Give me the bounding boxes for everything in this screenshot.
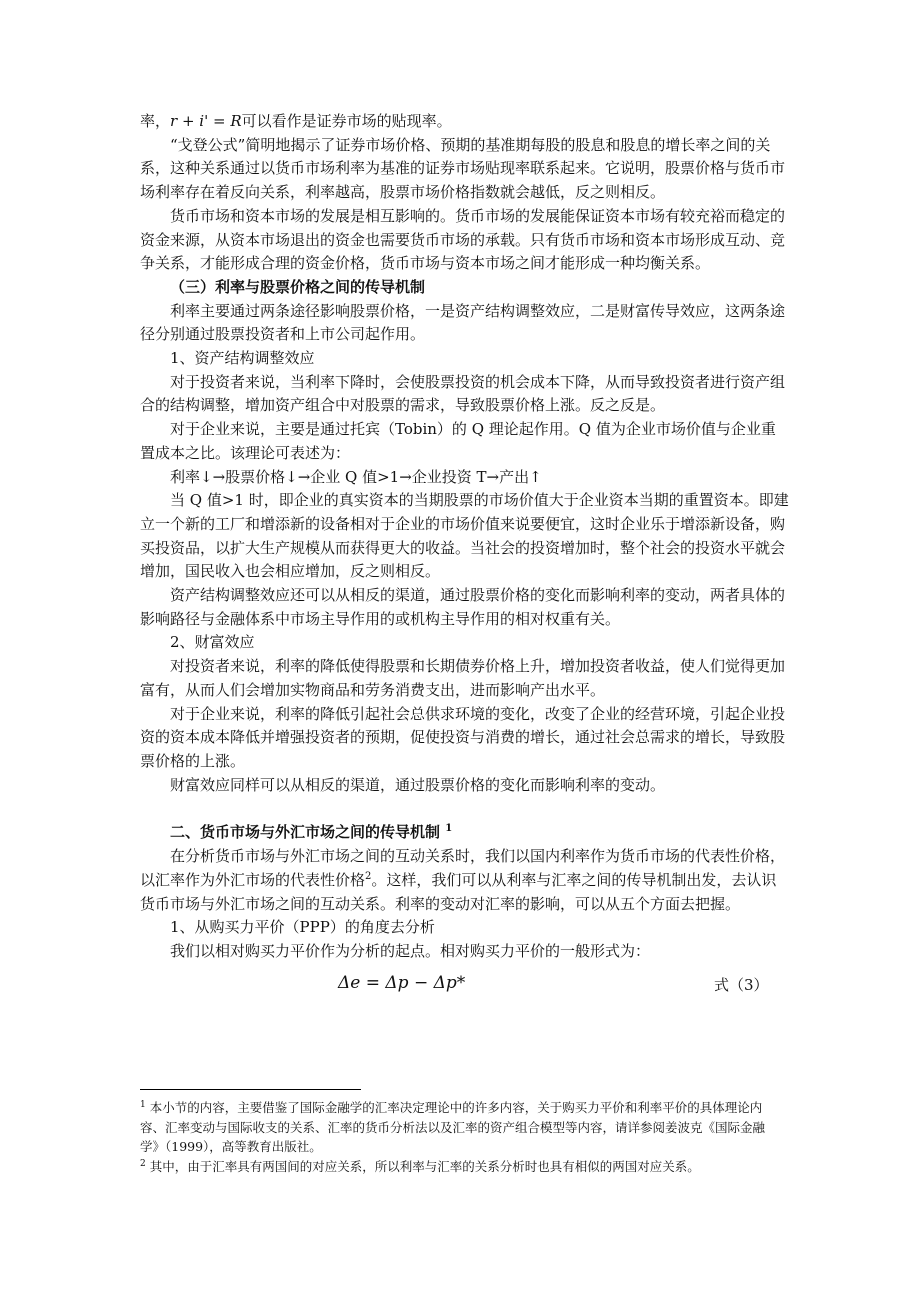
body-text [140,110,790,1000]
paragraph-q-value: 当 Q 值>1 时，即企业的真实资本的当期股票的市场价值大于企业资本当期的重置资本。即建立一个新的工厂和增添新的设备相对于企业的市场价值来说要便宜，这时企业乐于增添新设备，购买投资品，以扩大生产规模从而获得更大的收益。当社会的投资增加时，整个社会的投资水平就会增加，国民收入也会相应增加，反之则相反。 [140,491,789,581]
formula-label: 式（3） [714,975,769,994]
paragraph-wealth-investors: 对投资者来说，利率的降低使得股票和长期债券价格上升，增加投资者收益，使人们觉得更加富有，从而人们会增加实物商品和劳务消费支出，进而影响产出水平。 [140,657,786,699]
formula-row [140,970,790,1000]
footnotes [140,1098,780,1176]
intro-line [140,110,790,134]
paragraph-channels: 利率主要通过两条途径影响股票价格，一是资产结构调整效应，二是财富传导效应，这两条途径分别通过股票投资者和上市公司起作用。 [140,301,786,344]
paragraph-fx-analysis-b: 。这样，我们可以从利率与汇率之间的传导机制出发，去认识货币市场与外汇市场之间的互动关系。利率的变动对汇率的影响，可以从五个方面去把握。 [140,870,777,913]
footnote-text-2: 其中，由于汇率具有两国间的对应关系，所以利率与汇率的关系分析时也具有相似的两国对应关系。 [149,1158,700,1174]
paragraph-investors: 对于投资者来说，当利率下降时，会使股票投资的机会成本下降，从而导致投资者进行资产组合的结构调整，增加资产组合中对股票的需求，导致股票价格上涨。反之反是。 [140,372,786,415]
footnote-1 [140,1098,780,1157]
subheading-asset-structure: 1、资产结构调整效应 [170,349,315,368]
footnote-mark-2: 2 [140,1158,146,1169]
footnote-mark-1: 1 [140,1099,146,1110]
paragraph-markets: 货币市场和资本市场的发展是相互影响的。货币市场的发展能保证资本市场有较充裕而稳定的资金来源，从资本市场退出的资金也需要货币市场的承载。只有货币市场和资本市场形成互动、竞争关系，才能形成合理的资金价格，货币市场与资本市场之间才能形成一种均衡关系。 [140,206,786,273]
paragraph-fx-analysis [140,845,790,916]
section-gap [140,797,790,821]
subheading-wealth-effect: 2、财富效应 [170,633,255,652]
intro-suffix: 可以看作是证券市场的贴现率。 [241,112,452,130]
section-heading-2 [140,821,790,845]
paragraph-gordon: “戈登公式”简明地揭示了证券市场价格、预期的基准期每股的股息和股息的增长率之间的关系，这种关系通过以货币市场利率为基准的证券市场贴现率联系起来。它说明，股票价格与货币市场利率存在着反向关系，利率越高，股票市场价格指数就会越低，反之则相反。 [140,135,786,202]
paragraph-fx-analysis-a: 在分析货币市场与外汇市场之间的互动关系时，我们以国内利率作为货币市场的代表性价格，以汇率作为外汇市场的代表性价格 [140,847,786,889]
paragraph-reverse-channel: 资产结构调整效应还可以从相反的渠道，通过股票价格的变化而影响利率的变动，两者具体的影响路径与金融体系中市场主导作用的或机构主导作用的相对权重有关。 [140,586,786,628]
intro-prefix: 率， [140,112,171,130]
paragraph-tobin-q: 对于企业来说，主要是通过托宾（Tobin）的 Q 理论起作用。Q 值为企业市场价值与企业重置成本之比。该理论可表述为： [140,420,776,462]
ppp-formula: Δe = Δp − Δp* [338,972,466,993]
footnote-ref-2[interactable]: 2 [365,870,372,882]
subheading-ppp: 1、从购买力平价（PPP）的角度去分析 [170,918,435,937]
footnote-2 [140,1157,780,1177]
paragraph-relative-ppp: 我们以相对购买力平价作为分析的起点。相对购买力平价的一般形式为： [170,941,651,960]
section-heading-3: （三）利率与股票价格之间的传导机制 [170,277,426,296]
transmission-chain: 利率↓→股票价格↓→企业 Q 值>1→企业投资 T→产出↑ [170,467,542,486]
paragraph-wealth-firms: 对于企业来说，利率的降低引起社会总供求环境的变化，改变了企业的经营环境，引起企业投资的资本成本降低并增强投资者的预期，促使投资与消费的增长，通过社会总需求的增长，导致股票价格的上涨。 [140,704,786,770]
section-heading-2-text: 二、货币市场与外汇市场之间的传导机制 [170,823,441,842]
footnote-divider [140,1089,361,1090]
footnote-text-1: 本小节的内容，主要借鉴了国际金融学的汇率决定理论中的许多内容，关于购买力平价和利率平价的具体理论内容、汇率变动与国际收支的关系、汇率的货币分析法以及汇率的资产组合模型等内容，请详参阅姜波克《国际金融学》（1999），高等教育出版社。 [140,1100,766,1155]
footnote-ref-1[interactable]: 1 [445,823,453,835]
paragraph-wealth-reverse: 财富效应同样可以从相反的渠道，通过股票价格的变化而影响利率的变动。 [170,775,666,794]
discount-rate-formula: r + i' = R [170,112,242,130]
